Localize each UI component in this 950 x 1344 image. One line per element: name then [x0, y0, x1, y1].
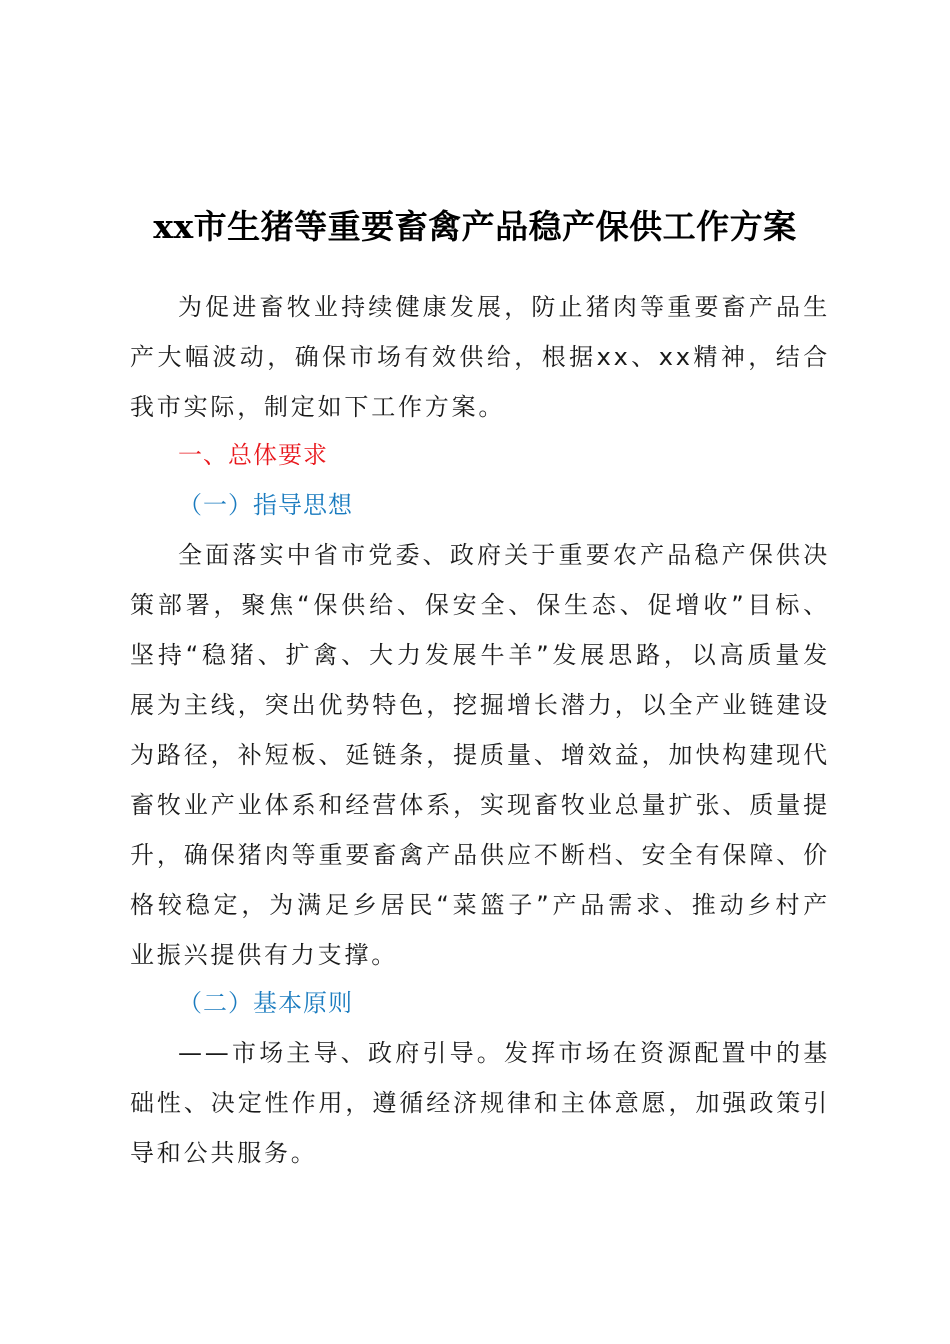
- basic-principles-paragraph: ——市场主导、政府引导。发挥市场在资源配置中的基础性、决定性作用，遵循经济规律和主体意愿，加强政策引导和公共服务。: [130, 1039, 830, 1167]
- section-heading-general-requirements: 一、总体要求: [178, 441, 328, 469]
- subsection-heading-basic-principles: （二）基本原则: [178, 989, 353, 1017]
- subsection-heading-guiding-ideology: （一）指导思想: [178, 491, 353, 519]
- intro-paragraph: 为促进畜牧业持续健康发展，防止猪肉等重要畜产品生产大幅波动，确保市场有效供给，根据xx、xx精神，结合我市实际，制定如下工作方案。: [130, 293, 830, 421]
- document-title: xx市生猪等重要畜禽产品稳产保供工作方案: [153, 207, 797, 246]
- guiding-ideology-paragraph: 全面落实中省市党委、政府关于重要农产品稳产保供决策部署，聚焦“保供给、保安全、保生态、促增收”目标、坚持“稳猪、扩禽、大力发展牛羊”发展思路，以高质量发展为主线，突出优势特色，挖掘增长潜力，以全产业链建设为路径，补短板、延链条，提质量、增效益，加快构建现代畜牧业产业体系和经营体系，实现畜牧业总量扩张、质量提升，确保猪肉等重要畜禽产品供应不断档、安全有保障、价格较稳定，为满足乡居民“菜篮子”产品需求、推动乡村产业振兴提供有力支撑。: [130, 541, 830, 969]
